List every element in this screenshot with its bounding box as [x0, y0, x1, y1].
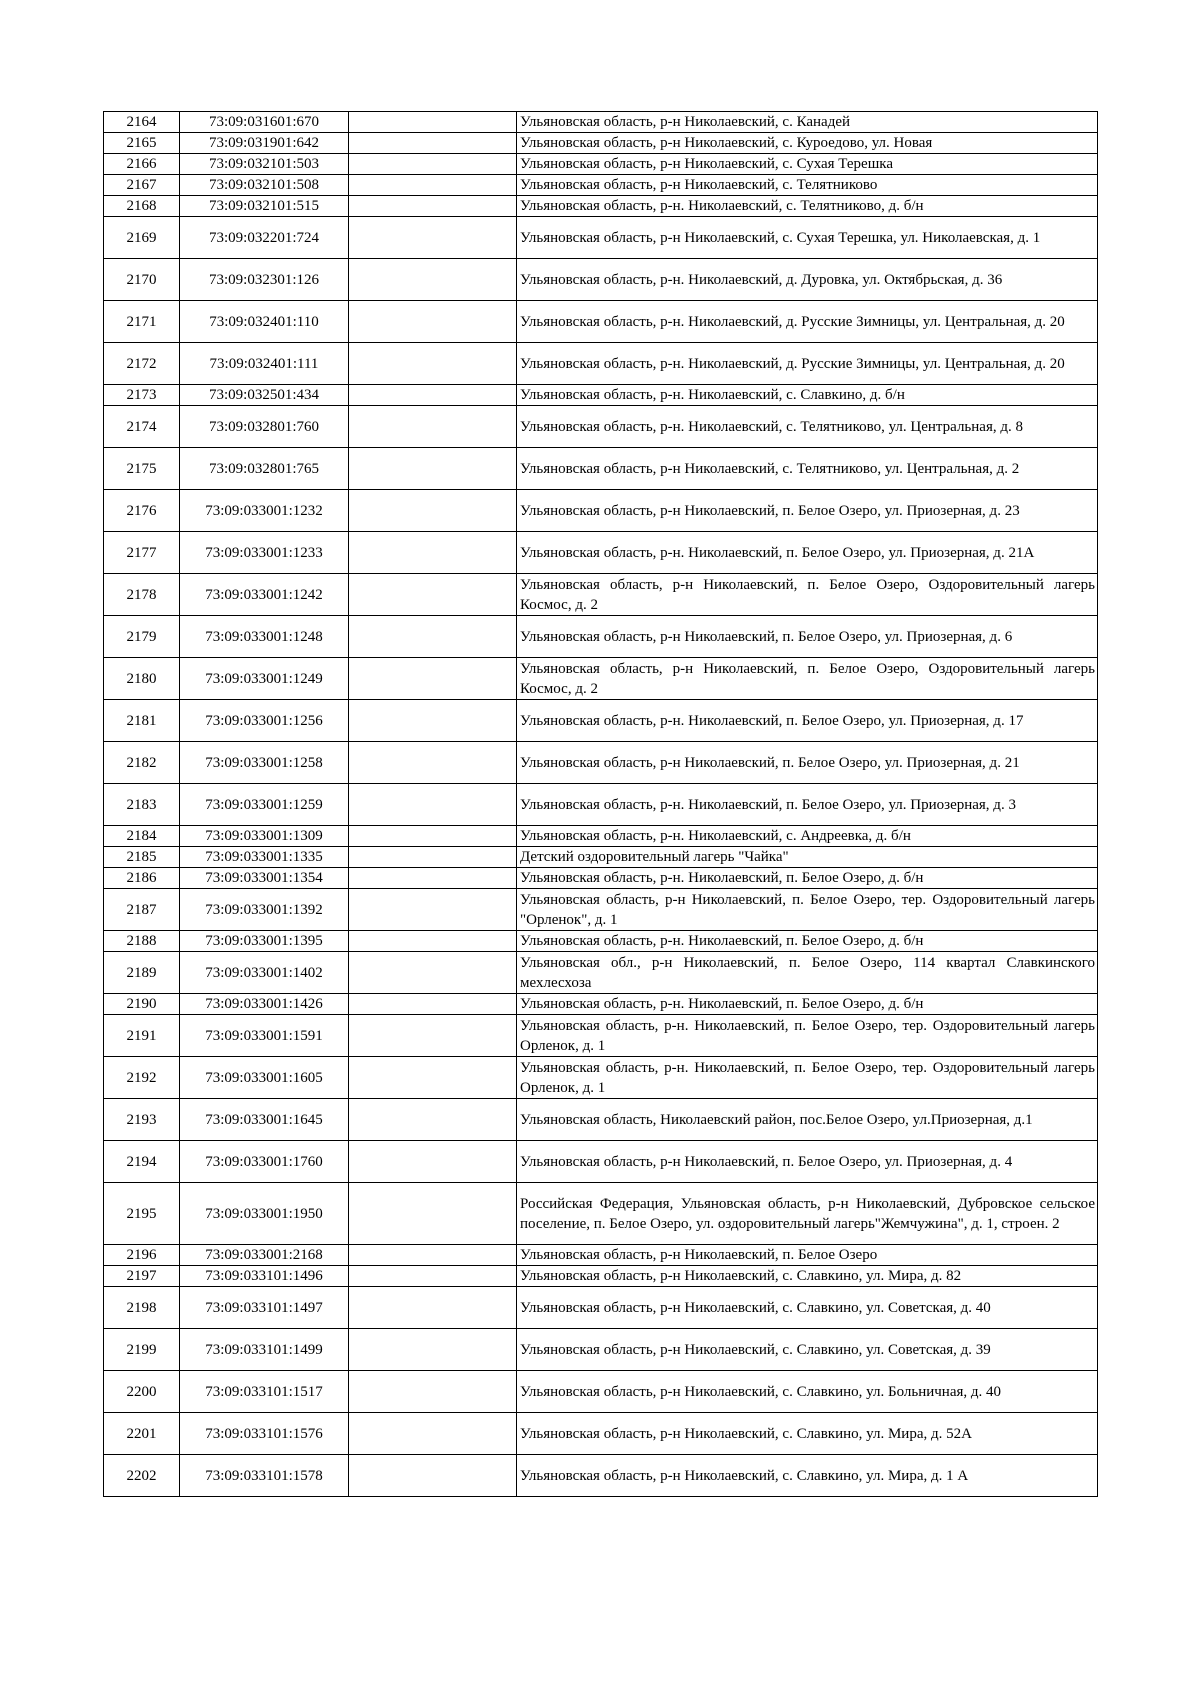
- cadastral-number-cell: 73:09:033101:1499: [180, 1329, 349, 1371]
- table-row: [104, 700, 1098, 742]
- cadastral-number-cell: 73:09:033001:1402: [180, 952, 349, 994]
- table-row: [104, 175, 1098, 196]
- empty-cell: [349, 112, 517, 133]
- row-number-cell: 2195: [104, 1183, 180, 1245]
- cadastral-number-cell: 73:09:033001:1392: [180, 889, 349, 931]
- empty-cell: [349, 448, 517, 490]
- address-cell: Ульяновская область, Николаевский район, пос.Белое Озеро, ул.Приозерная, д.1: [517, 1099, 1098, 1141]
- table-row: [104, 1329, 1098, 1371]
- property-table: [103, 111, 1098, 1497]
- row-number-cell: 2175: [104, 448, 180, 490]
- row-number-cell: 2198: [104, 1287, 180, 1329]
- table-row: [104, 1057, 1098, 1099]
- table-row: [104, 574, 1098, 616]
- row-number-cell: 2170: [104, 259, 180, 301]
- row-number-cell: 2192: [104, 1057, 180, 1099]
- empty-cell: [349, 616, 517, 658]
- cadastral-number-cell: 73:09:033001:1249: [180, 658, 349, 700]
- table-row: [104, 868, 1098, 889]
- empty-cell: [349, 1057, 517, 1099]
- cadastral-number-cell: 73:09:033001:1395: [180, 931, 349, 952]
- table-row: [104, 112, 1098, 133]
- cadastral-number-cell: 73:09:032801:765: [180, 448, 349, 490]
- row-number-cell: 2167: [104, 175, 180, 196]
- address-cell: Ульяновская область, р-н Николаевский, п. Белое Озеро, ул. Приозерная, д. 6: [517, 616, 1098, 658]
- cadastral-number-cell: 73:09:033101:1517: [180, 1371, 349, 1413]
- empty-cell: [349, 1141, 517, 1183]
- table-row: [104, 616, 1098, 658]
- row-number-cell: 2190: [104, 994, 180, 1015]
- empty-cell: [349, 1266, 517, 1287]
- row-number-cell: 2185: [104, 847, 180, 868]
- empty-cell: [349, 1183, 517, 1245]
- cadastral-number-cell: 73:09:033001:1950: [180, 1183, 349, 1245]
- empty-cell: [349, 490, 517, 532]
- row-number-cell: 2168: [104, 196, 180, 217]
- empty-cell: [349, 1455, 517, 1497]
- empty-cell: [349, 931, 517, 952]
- row-number-cell: 2182: [104, 742, 180, 784]
- cadastral-number-cell: 73:09:033001:1605: [180, 1057, 349, 1099]
- address-cell: Ульяновская область, р-н. Николаевский, п. Белое Озеро, ул. Приозерная, д. 17: [517, 700, 1098, 742]
- address-cell: Ульяновская область, р-н Николаевский, с. Славкино, ул. Мира, д. 1 А: [517, 1455, 1098, 1497]
- address-cell: Ульяновская область, р-н Николаевский, с. Славкино, ул. Мира, д. 82: [517, 1266, 1098, 1287]
- empty-cell: [349, 1329, 517, 1371]
- table-row: [104, 343, 1098, 385]
- address-cell: Ульяновская область, р-н. Николаевский, п. Белое Озеро, тер. Оздоровительный лагерь Орленок, д. 1: [517, 1015, 1098, 1057]
- table-row: [104, 889, 1098, 931]
- address-cell: Ульяновская область, р-н Николаевский, с. Телятниково, ул. Центральная, д. 2: [517, 448, 1098, 490]
- address-cell: Ульяновская область, р-н Николаевский, с. Славкино, ул. Советская, д. 39: [517, 1329, 1098, 1371]
- cadastral-number-cell: 73:09:032101:508: [180, 175, 349, 196]
- table-row: [104, 1015, 1098, 1057]
- empty-cell: [349, 301, 517, 343]
- address-cell: Ульяновская область, р-н. Николаевский, с. Славкино, д. б/н: [517, 385, 1098, 406]
- row-number-cell: 2196: [104, 1245, 180, 1266]
- table-row: [104, 406, 1098, 448]
- table-row: [104, 1183, 1098, 1245]
- row-number-cell: 2191: [104, 1015, 180, 1057]
- cadastral-number-cell: 73:09:033001:1259: [180, 784, 349, 826]
- address-cell: Ульяновская область, р-н. Николаевский, п. Белое Озеро, ул. Приозерная, д. 3: [517, 784, 1098, 826]
- row-number-cell: 2171: [104, 301, 180, 343]
- table-row: [104, 952, 1098, 994]
- address-cell: Ульяновская область, р-н. Николаевский, д. Русские Зимницы, ул. Центральная, д. 20: [517, 343, 1098, 385]
- cadastral-number-cell: 73:09:032301:126: [180, 259, 349, 301]
- row-number-cell: 2183: [104, 784, 180, 826]
- address-cell: Ульяновская обл., р-н Николаевский, п. Белое Озеро, 114 квартал Славкинского мехлесхоза: [517, 952, 1098, 994]
- address-cell: Ульяновская область, р-н Николаевский, п. Белое Озеро, ул. Приозерная, д. 21: [517, 742, 1098, 784]
- cadastral-number-cell: 73:09:032401:110: [180, 301, 349, 343]
- row-number-cell: 2169: [104, 217, 180, 259]
- row-number-cell: 2180: [104, 658, 180, 700]
- row-number-cell: 2173: [104, 385, 180, 406]
- address-cell: Ульяновская область, р-н Николаевский, с. Славкино, ул. Мира, д. 52А: [517, 1413, 1098, 1455]
- cadastral-number-cell: 73:09:033001:1256: [180, 700, 349, 742]
- cadastral-number-cell: 73:09:033001:1309: [180, 826, 349, 847]
- empty-cell: [349, 658, 517, 700]
- address-cell: Ульяновская область, р-н. Николаевский, с. Андреевка, д. б/н: [517, 826, 1098, 847]
- cadastral-number-cell: 73:09:032201:724: [180, 217, 349, 259]
- empty-cell: [349, 343, 517, 385]
- empty-cell: [349, 196, 517, 217]
- address-cell: Ульяновская область, р-н. Николаевский, п. Белое Озеро, тер. Оздоровительный лагерь Орленок, д. 1: [517, 1057, 1098, 1099]
- cadastral-number-cell: 73:09:033001:2168: [180, 1245, 349, 1266]
- cadastral-number-cell: 73:09:032101:515: [180, 196, 349, 217]
- cadastral-number-cell: 73:09:031901:642: [180, 133, 349, 154]
- address-cell: Ульяновская область, р-н Николаевский, с. Сухая Терешка: [517, 154, 1098, 175]
- table-row: [104, 448, 1098, 490]
- table-row: [104, 658, 1098, 700]
- row-number-cell: 2189: [104, 952, 180, 994]
- address-cell: Ульяновская область, р-н Николаевский, п. Белое Озеро, ул. Приозерная, д. 4: [517, 1141, 1098, 1183]
- empty-cell: [349, 1099, 517, 1141]
- row-number-cell: 2200: [104, 1371, 180, 1413]
- cadastral-number-cell: 73:09:032501:434: [180, 385, 349, 406]
- cadastral-number-cell: 73:09:033001:1760: [180, 1141, 349, 1183]
- empty-cell: [349, 952, 517, 994]
- row-number-cell: 2197: [104, 1266, 180, 1287]
- cadastral-number-cell: 73:09:033101:1576: [180, 1413, 349, 1455]
- row-number-cell: 2202: [104, 1455, 180, 1497]
- cadastral-number-cell: 73:09:033001:1248: [180, 616, 349, 658]
- row-number-cell: 2181: [104, 700, 180, 742]
- row-number-cell: 2165: [104, 133, 180, 154]
- table-row: [104, 1287, 1098, 1329]
- table-row: [104, 532, 1098, 574]
- empty-cell: [349, 994, 517, 1015]
- row-number-cell: 2193: [104, 1099, 180, 1141]
- row-number-cell: 2174: [104, 406, 180, 448]
- row-number-cell: 2164: [104, 112, 180, 133]
- address-cell: Ульяновская область, р-н Николаевский, п. Белое Озеро, ул. Приозерная, д. 23: [517, 490, 1098, 532]
- table-row: [104, 133, 1098, 154]
- address-cell: Ульяновская область, р-н Николаевский, с. Куроедово, ул. Новая: [517, 133, 1098, 154]
- address-cell: Ульяновская область, р-н Николаевский, с. Славкино, ул. Советская, д. 40: [517, 1287, 1098, 1329]
- table-row: [104, 385, 1098, 406]
- empty-cell: [349, 700, 517, 742]
- address-cell: Ульяновская область, р-н Николаевский, п. Белое Озеро, тер. Оздоровительный лагерь "Орленок", д. 1: [517, 889, 1098, 931]
- cadastral-number-cell: 73:09:032401:111: [180, 343, 349, 385]
- empty-cell: [349, 406, 517, 448]
- table-row: [104, 931, 1098, 952]
- cadastral-number-cell: 73:09:031601:670: [180, 112, 349, 133]
- cadastral-number-cell: 73:09:033001:1232: [180, 490, 349, 532]
- empty-cell: [349, 889, 517, 931]
- address-cell: Ульяновская область, р-н Николаевский, с. Канадей: [517, 112, 1098, 133]
- empty-cell: [349, 154, 517, 175]
- empty-cell: [349, 1371, 517, 1413]
- address-cell: Ульяновская область, р-н. Николаевский, с. Телятниково, ул. Центральная, д. 8: [517, 406, 1098, 448]
- row-number-cell: 2199: [104, 1329, 180, 1371]
- empty-cell: [349, 1287, 517, 1329]
- cadastral-number-cell: 73:09:033001:1591: [180, 1015, 349, 1057]
- table-row: [104, 259, 1098, 301]
- table-row: [104, 1141, 1098, 1183]
- table-row: [104, 1413, 1098, 1455]
- table-row: [104, 196, 1098, 217]
- cadastral-number-cell: 73:09:033001:1258: [180, 742, 349, 784]
- empty-cell: [349, 1015, 517, 1057]
- row-number-cell: 2176: [104, 490, 180, 532]
- address-cell: Ульяновская область, р-н Николаевский, п. Белое Озеро: [517, 1245, 1098, 1266]
- empty-cell: [349, 742, 517, 784]
- table-row: [104, 217, 1098, 259]
- address-cell: Ульяновская область, р-н. Николаевский, п. Белое Озеро, д. б/н: [517, 868, 1098, 889]
- row-number-cell: 2186: [104, 868, 180, 889]
- table-row: [104, 784, 1098, 826]
- empty-cell: [349, 784, 517, 826]
- table-row: [104, 301, 1098, 343]
- empty-cell: [349, 217, 517, 259]
- table-row: [104, 742, 1098, 784]
- empty-cell: [349, 1413, 517, 1455]
- address-cell: Ульяновская область, р-н Николаевский, п. Белое Озеро, Оздоровительный лагерь Космос, д. 2: [517, 658, 1098, 700]
- row-number-cell: 2188: [104, 931, 180, 952]
- row-number-cell: 2187: [104, 889, 180, 931]
- row-number-cell: 2194: [104, 1141, 180, 1183]
- empty-cell: [349, 574, 517, 616]
- empty-cell: [349, 868, 517, 889]
- address-cell: Детский оздоровительный лагерь "Чайка": [517, 847, 1098, 868]
- address-cell: Ульяновская область, р-н Николаевский, с. Телятниково: [517, 175, 1098, 196]
- address-cell: Ульяновская область, р-н. Николаевский, с. Телятниково, д. б/н: [517, 196, 1098, 217]
- row-number-cell: 2179: [104, 616, 180, 658]
- cadastral-number-cell: 73:09:033001:1354: [180, 868, 349, 889]
- cadastral-number-cell: 73:09:033101:1496: [180, 1266, 349, 1287]
- empty-cell: [349, 385, 517, 406]
- address-cell: Ульяновская область, р-н. Николаевский, п. Белое Озеро, д. б/н: [517, 931, 1098, 952]
- cadastral-number-cell: 73:09:033001:1426: [180, 994, 349, 1015]
- table-row: [104, 490, 1098, 532]
- row-number-cell: 2201: [104, 1413, 180, 1455]
- address-cell: Ульяновская область, р-н Николаевский, п. Белое Озеро, Оздоровительный лагерь Космос, д. 2: [517, 574, 1098, 616]
- address-cell: Ульяновская область, р-н. Николаевский, д. Русские Зимницы, ул. Центральная, д. 20: [517, 301, 1098, 343]
- empty-cell: [349, 826, 517, 847]
- table-row: [104, 154, 1098, 175]
- cadastral-number-cell: 73:09:033101:1497: [180, 1287, 349, 1329]
- empty-cell: [349, 133, 517, 154]
- row-number-cell: 2177: [104, 532, 180, 574]
- row-number-cell: 2184: [104, 826, 180, 847]
- table-row: [104, 1266, 1098, 1287]
- table-row: [104, 826, 1098, 847]
- address-cell: Ульяновская область, р-н. Николаевский, п. Белое Озеро, ул. Приозерная, д. 21А: [517, 532, 1098, 574]
- cadastral-number-cell: 73:09:033101:1578: [180, 1455, 349, 1497]
- row-number-cell: 2178: [104, 574, 180, 616]
- cadastral-number-cell: 73:09:033001:1233: [180, 532, 349, 574]
- cadastral-number-cell: 73:09:033001:1242: [180, 574, 349, 616]
- empty-cell: [349, 259, 517, 301]
- empty-cell: [349, 532, 517, 574]
- table-body: [104, 112, 1098, 1497]
- empty-cell: [349, 847, 517, 868]
- cadastral-number-cell: 73:09:032801:760: [180, 406, 349, 448]
- table-row: [104, 1245, 1098, 1266]
- row-number-cell: 2172: [104, 343, 180, 385]
- empty-cell: [349, 1245, 517, 1266]
- cadastral-number-cell: 73:09:032101:503: [180, 154, 349, 175]
- address-cell: Ульяновская область, р-н Николаевский, с. Сухая Терешка, ул. Николаевская, д. 1: [517, 217, 1098, 259]
- address-cell: Российская Федерация, Ульяновская область, р-н Николаевский, Дубровское сельское поселение, п. Белое Озеро, ул. оздоровительный лагерь"Жемчужина", д. 1, строен. 2: [517, 1183, 1098, 1245]
- address-cell: Ульяновская область, р-н. Николаевский, д. Дуровка, ул. Октябрьская, д. 36: [517, 259, 1098, 301]
- table-row: [104, 1371, 1098, 1413]
- row-number-cell: 2166: [104, 154, 180, 175]
- table-row: [104, 847, 1098, 868]
- cadastral-number-cell: 73:09:033001:1645: [180, 1099, 349, 1141]
- address-cell: Ульяновская область, р-н. Николаевский, п. Белое Озеро, д. б/н: [517, 994, 1098, 1015]
- address-cell: Ульяновская область, р-н Николаевский, с. Славкино, ул. Больничная, д. 40: [517, 1371, 1098, 1413]
- cadastral-number-cell: 73:09:033001:1335: [180, 847, 349, 868]
- table-row: [104, 1099, 1098, 1141]
- table-row: [104, 994, 1098, 1015]
- table-row: [104, 1455, 1098, 1497]
- empty-cell: [349, 175, 517, 196]
